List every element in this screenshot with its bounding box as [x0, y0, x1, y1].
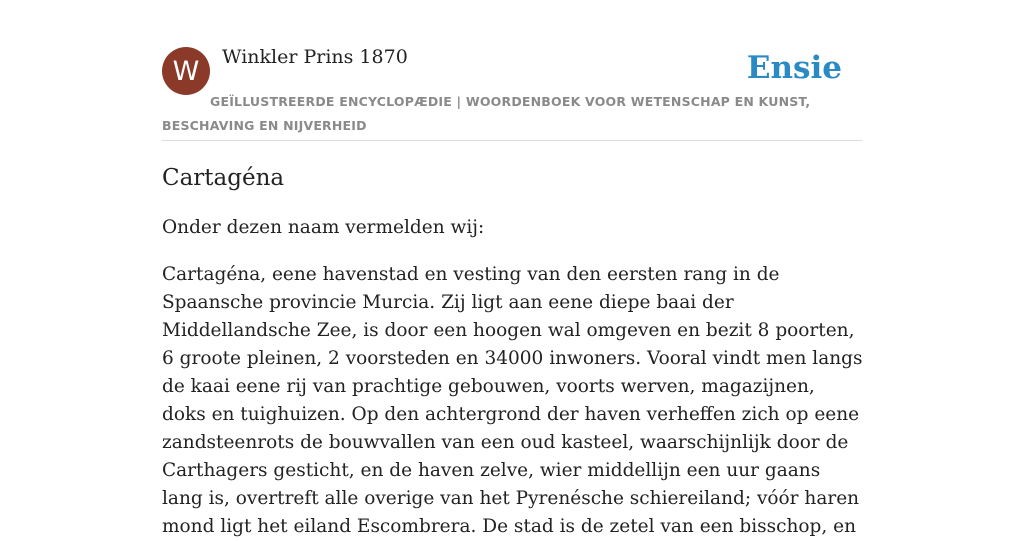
ensie-logo-link[interactable]: Ensie: [746, 50, 842, 86]
article: [162, 160, 864, 541]
article-paragraph: Cartagéna, eene havenstad en vesting van den eersten rang in de Spaansche provincie Murcia. Zij ligt aan eene diepe baai der Middellandsche Zee, is door een hoogen wal omgeven en bezit 8 poorten, 6 groote pleinen, 2 voorsteden en 34000 inwoners. Vooral vindt men langs de kaai eene rij van prachtige gebouwen, voorts werven, magazijnen, doks en tuighuizen. Op den achtergrond der haven verheffen zich op eene zandsteenrots de bouwvallen van een oud kasteel, waarschijnlijk door de Carthagers gesticht, en de haven zelve, wier middellijn een uur gaans lang is, overtreft alle overige van het Pyrenésche schiereiland; vóór haren mond ligt het eiland Escombrera. De stad is de zetel van een bisschop, en: [162, 264, 863, 537]
book-title-link[interactable]: Winkler Prins 1870: [222, 46, 408, 68]
article-title: Cartagéna: [162, 165, 285, 191]
book-subtitle: GEÏLLUSTREERDE ENCYCLOPÆDIE | WOORDENBOEK VOOR WETENSCHAP EN KUNST, BESCHAVING EN NIJVERHEID: [162, 94, 811, 133]
site-header: [162, 46, 862, 141]
book-avatar[interactable]: W: [162, 47, 210, 95]
article-intro: Onder dezen naam vermelden wij:: [162, 217, 485, 238]
